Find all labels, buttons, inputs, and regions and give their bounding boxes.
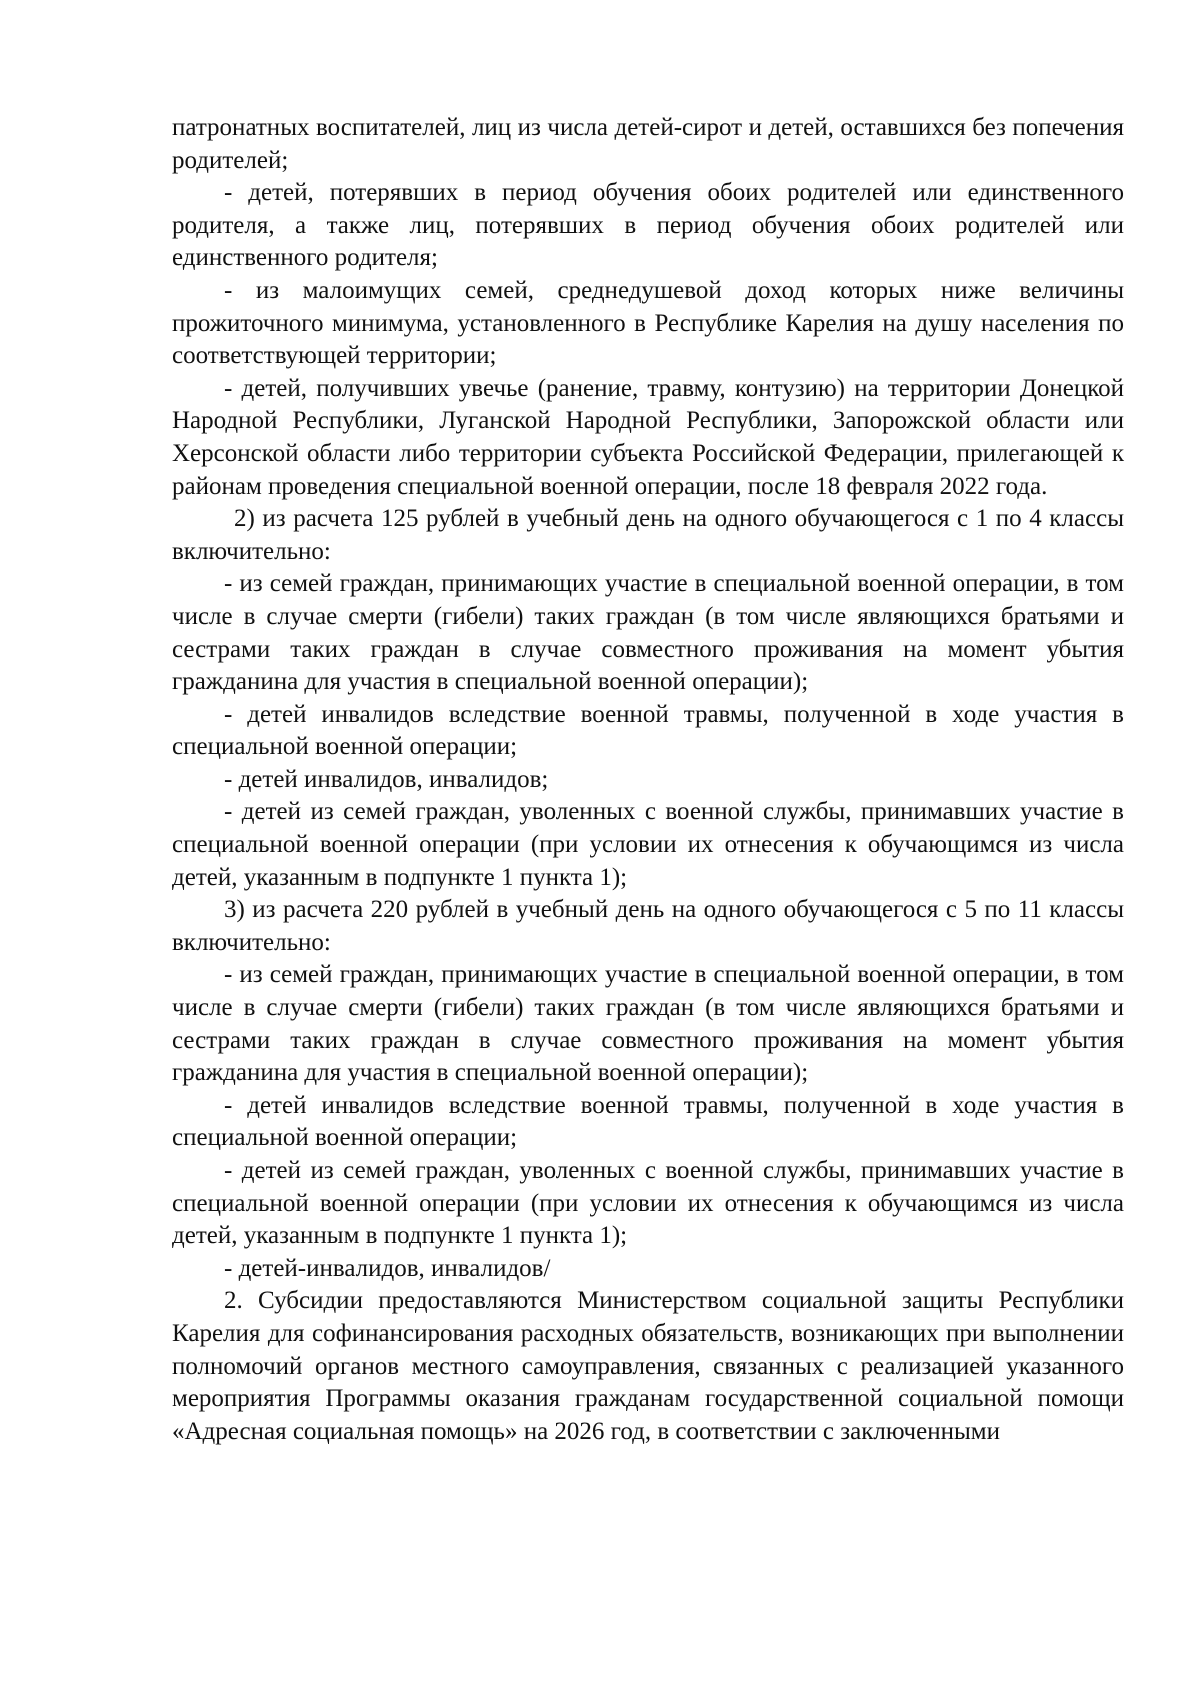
document-page xyxy=(172,112,1124,1448)
paragraph-dismissed-servicemen-2: - детей из семей граждан, уволенных с военной службы, принимавших участие в специальной военной операции (при условии их отнесения к обучающимся из числа детей, указанным в подпункте 1 пункта 1); xyxy=(172,1157,1124,1250)
paragraph-continuation: патронатных воспитателей, лиц из числа детей-сирот и детей, оставшихся без попечения родителей; xyxy=(172,114,1124,174)
paragraph-low-income: - из малоимущих семей, среднедушевой доход которых ниже величины прожиточного минимума, установленного в Республике Карелия на душу населения по соответствующей территории; xyxy=(172,276,1124,370)
paragraph-orphans: - детей, потерявших в период обучения обоих родителей или единственного родителя, а также лиц, потерявших в период обучения обоих родителей или единственного родителя; xyxy=(172,179,1124,272)
paragraph-dismissed-servicemen: - детей из семей граждан, уволенных с военной службы, принимавших участие в специальной военной операции (при условии их отнесения к обучающимся из числа детей, указанным в подпункте 1 пункта 1); xyxy=(172,798,1124,891)
paragraph-svo-families: - из семей граждан, принимающих участие в специальной военной операции, в том числе в случае смерти (гибели) таких граждан (в том числе являющихся братьями и сестрами таких граждан в случае совместного проживания на момент убытия гражданина для участия в специальной военной операции); xyxy=(172,570,1124,696)
paragraph-injured-children: - детей, получивших увечье (ранение, травму, контузию) на территории Донецкой Народной Республики, Луганской Народной Республики, Запорожской области или Херсонской области либо территории субъекта Российской Федерации, прилегающей к районам проведения специальной военной операции, после 18 февраля 2022 года. xyxy=(172,374,1124,500)
paragraph-disabled-2: - детей-инвалидов, инвалидов/ xyxy=(224,1254,551,1282)
paragraph-svo-families-2: - из семей граждан, принимающих участие в специальной военной операции, в том числе в случае смерти (гибели) таких граждан (в том числе являющихся братьями и сестрами таких граждан в случае совместного проживания на момент убытия гражданина для участия в специальной военной операции); xyxy=(172,961,1124,1087)
paragraph-military-trauma-2: - детей инвалидов вследствие военной травмы, полученной в ходе участия в специальной военной операции; xyxy=(172,1091,1124,1152)
paragraph-military-trauma: - детей инвалидов вследствие военной травмы, полученной в ходе участия в специальной военной операции; xyxy=(172,700,1124,761)
paragraph-item-2: 2) из расчета 125 рублей в учебный день на одного обучающегося с 1 по 4 классы включительно: xyxy=(172,505,1124,565)
paragraph-disabled: - детей инвалидов, инвалидов; xyxy=(224,765,549,793)
paragraph-section-2: 2. Субсидии предоставляются Министерством социальной защиты Республики Карелия для софинансирования расходных обязательств, возникающих при выполнении полномочий органов местного самоуправления, связанных с реализацией указанного мероприятия Программы оказания гражданам государственной социальной помощи «Адресная социальная помощь» на 2026 год, в соответствии с заключенными xyxy=(172,1287,1124,1445)
paragraph-item-3: 3) из расчета 220 рублей в учебный день на одного обучающегося с 5 по 11 классы включительно: xyxy=(172,896,1124,956)
